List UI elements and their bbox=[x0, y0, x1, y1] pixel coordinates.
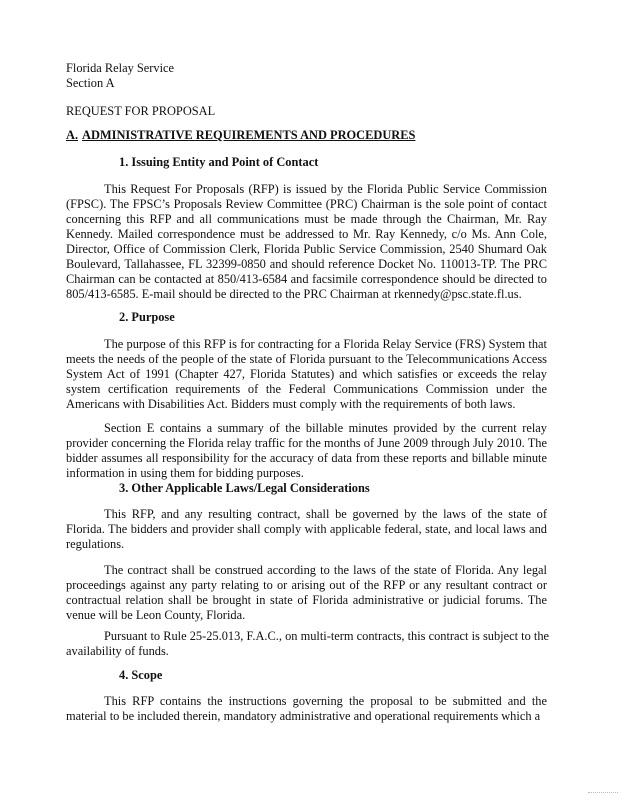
paragraph-line: Americans with Disabilities Act. Bidders must comply with the requirements of both laws. bbox=[66, 397, 516, 411]
header-line-2: Section A bbox=[66, 76, 115, 90]
paragraph-line: (FPSC). The FPSC’s Proposals Review Committee (PRC) Chairman is the sole point of contact bbox=[66, 197, 547, 211]
header-line-1: Florida Relay Service bbox=[66, 61, 175, 75]
paragraph-line: The purpose of this RFP is for contracting for a Florida Relay Service (FRS) System that bbox=[104, 337, 547, 351]
paragraph-line: The contract shall be construed according to the laws of the state of Florida. Any legal bbox=[104, 563, 547, 577]
paragraph-line: System Act of 1991 (Chapter 427, Florida Statutes) and which satisfies or exceeds the relay bbox=[66, 367, 547, 381]
paragraph-line: 805/413-6585. E-mail should be directed to the PRC Chairman at rkennedy@psc.state.fl.us. bbox=[66, 287, 522, 301]
paragraph-line: Pursuant to Rule 25-25.013, F.A.C., on multi-term contracts, this contract is subject to the bbox=[104, 629, 550, 643]
scan-artifact bbox=[588, 792, 618, 794]
section-heading bbox=[66, 128, 415, 143]
paragraph-line: Director, Office of Commission Clerk, Florida Public Service Commission, 2540 Shumard Oak bbox=[66, 242, 547, 256]
rfp-title: REQUEST FOR PROPOSAL bbox=[66, 104, 216, 118]
subsection-heading-1: 1. Issuing Entity and Point of Contact bbox=[119, 155, 319, 169]
section-letter: A. bbox=[66, 128, 79, 142]
subsection-heading-2: 2. Purpose bbox=[119, 310, 175, 324]
subsection-heading-3: 3. Other Applicable Laws/Legal Considerations bbox=[119, 481, 370, 495]
paragraph-line: contractual relation shall be brought in state of Florida administrative or judicial forums. The bbox=[66, 593, 547, 607]
paragraph-line: Florida. The bidders and provider shall comply with applicable federal, state, and local laws and bbox=[66, 522, 547, 536]
paragraph-line: provider concerning the Florida relay traffic for the months of June 2009 through July 2010. The bbox=[66, 436, 547, 450]
paragraph-line: system certification requirements of the Federal Communications Commission under the bbox=[66, 382, 547, 396]
subsection-heading-4: 4. Scope bbox=[119, 668, 163, 682]
paragraph-line: Boulevard, Tallahassee, FL 32399-0850 and should reference Docket No. 110013-TP. The PRC bbox=[66, 257, 547, 271]
paragraph-line: meets the needs of the people of the state of Florida pursuant to the Telecommunications Access bbox=[66, 352, 547, 366]
paragraph-line: availability of funds. bbox=[66, 644, 169, 658]
paragraph-line: information in using them for bidding purposes. bbox=[66, 466, 304, 480]
paragraph-line: regulations. bbox=[66, 537, 125, 551]
paragraph-line: proceedings against any party relating to or arising out of the RFP or any resultant contract or bbox=[66, 578, 547, 592]
paragraph-line: Kennedy. Mailed correspondence must be addressed to Mr. Ray Kennedy, c/o Ms. Ann Cole, bbox=[66, 227, 547, 241]
paragraph-line: Chairman can be contacted at 850/413-6584 and facsimile correspondence should be directed to bbox=[66, 272, 547, 286]
section-title: ADMINISTRATIVE REQUIREMENTS AND PROCEDURES bbox=[82, 128, 416, 142]
paragraph-line: This RFP contains the instructions governing the proposal to be submitted and the bbox=[104, 694, 547, 708]
paragraph-line: material to be included therein, mandatory administrative and operational requirements which a bbox=[66, 709, 541, 723]
paragraph-line: venue will be Leon County, Florida. bbox=[66, 608, 246, 622]
paragraph-line: concerning this RFP and all communications must be made through the Chairman, Mr. Ray bbox=[66, 212, 547, 226]
paragraph-line: bidder assumes all responsibility for the accuracy of data from these reports and billable minute bbox=[66, 451, 547, 465]
paragraph-line: This Request For Proposals (RFP) is issued by the Florida Public Service Commission bbox=[104, 182, 547, 196]
paragraph-line: Section E contains a summary of the billable minutes provided by the current relay bbox=[104, 421, 547, 435]
paragraph-line: This RFP, and any resulting contract, shall be governed by the laws of the state of bbox=[104, 507, 547, 521]
